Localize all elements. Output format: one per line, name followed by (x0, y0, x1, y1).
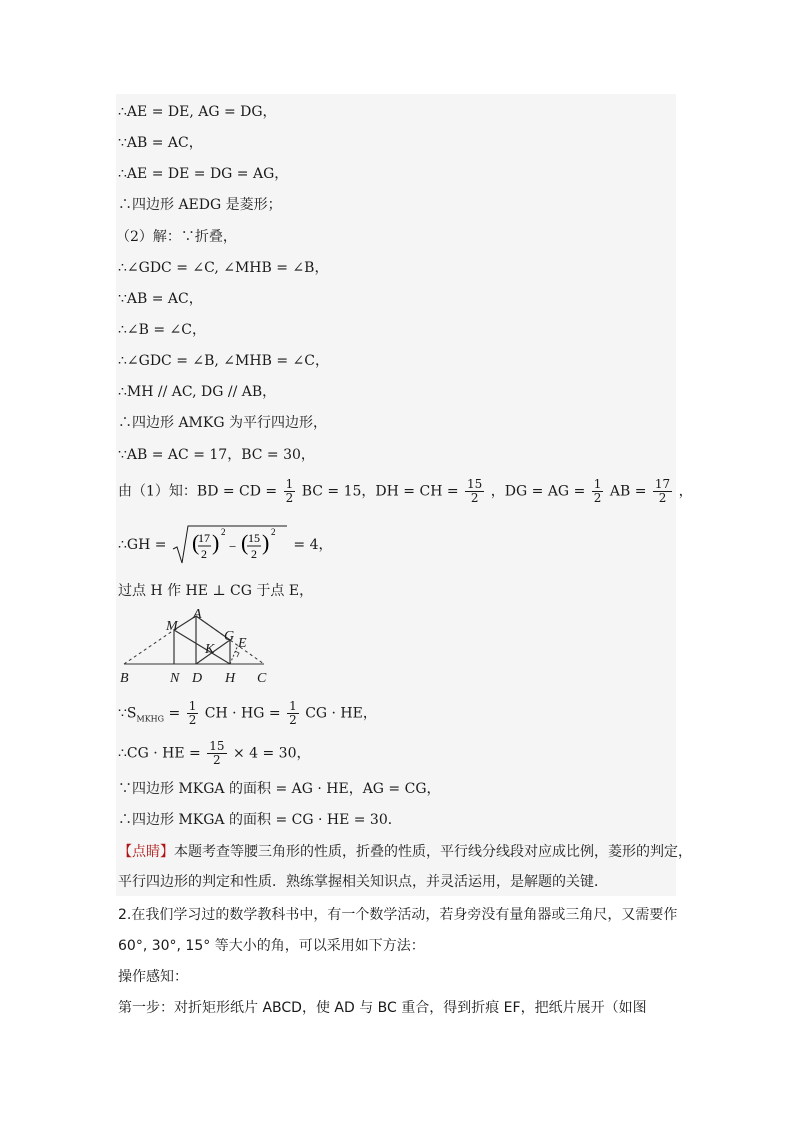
step-line-1: ∴AE = DE, AG = DG， (118, 104, 277, 120)
svg-text:(: ( (240, 530, 249, 555)
step-line-11: ∴四边形 AMKG 为平行四边形， (118, 415, 327, 431)
line14-suffix: = 4， (293, 537, 333, 553)
step-line-8: ∴∠B = ∠C， (118, 322, 206, 338)
step-line-17 (118, 740, 311, 767)
fraction: $\frac{17}{2}$ (654, 477, 671, 505)
svg-text:17: 17 (197, 531, 210, 545)
label-D: D (192, 671, 203, 686)
step-line-15: 过点 H 作 HE ⊥ CG 于点 E， (118, 583, 314, 599)
step-line-19: ∴四边形 MKGA 的面积 = CG · HE = 30． (118, 812, 402, 828)
step-line-3: ∴AE = DE = DG = AG， (118, 166, 289, 182)
line17-suffix: × 4 = 30， (232, 745, 311, 762)
question-2-line-3: 操作感知： (118, 969, 188, 985)
line13-suffix: ， (678, 483, 693, 500)
svg-text:): ) (261, 530, 270, 555)
line13-mid2: ，DG = AG = (490, 483, 586, 500)
label-A: A (193, 607, 202, 622)
comment-line-1 (118, 842, 692, 862)
step-line-12: ∵AB = AC = 17，BC = 30， (118, 447, 315, 463)
step-line-13 (118, 478, 693, 505)
step-line-16 (118, 700, 377, 729)
step-line-7: ∵AB = AC， (118, 291, 203, 307)
line16-eq: = (168, 705, 181, 722)
fraction: $\frac{1}{2}$ (285, 477, 294, 505)
fraction: $\frac{15}{2}$ (467, 477, 483, 505)
line13-mid3: AB = (609, 483, 647, 500)
comment-line-2: 平行四边形的判定和性质．熟练掌握相关知识点，并灵活运用，是解题的关键． (118, 874, 608, 890)
label-C: C (257, 671, 267, 686)
step-line-14 (118, 523, 332, 567)
line14-prefix: ∴GH = (118, 537, 167, 553)
label-K: K (205, 642, 215, 657)
fraction: $\frac{1}{2}$ (289, 699, 297, 727)
svg-text:(: ( (191, 530, 200, 555)
line13-prefix: 由（1）知：BD = CD = (118, 483, 278, 500)
line16-mid: CH · HG = (204, 705, 281, 722)
label-B: B (120, 671, 129, 686)
comment-text-1: 本题考查等腰三角形的性质，折叠的性质，平行线分线段对应成比例，菱形的判定， (174, 844, 692, 860)
step-line-4: ∴四边形 AEDG 是菱形； (118, 197, 282, 213)
fraction: $\frac{15}{2}$ (209, 739, 225, 767)
label-M: M (166, 619, 178, 634)
step-line-9: ∴∠GDC = ∠B, ∠MHB = ∠C， (118, 353, 329, 369)
question-2-line-1: 2.在我们学习过的数学教科书中，有一个数学活动，若身旁没有量角器或三角尺，又需要作 (118, 907, 678, 923)
line16-suffix: CG · HE， (305, 705, 377, 722)
step-line-10: ∴MH // AC, DG // AB， (118, 384, 277, 400)
svg-text:2: 2 (250, 547, 257, 561)
geometry-figure (118, 606, 268, 686)
question-2-line-4: 第一步：对折矩形纸片 ABCD，使 AD 与 BC 重合，得到折痕 EF，把纸片展开（如图 (118, 1000, 647, 1016)
step-line-2: ∵AB = AC， (118, 135, 203, 151)
label-G: G (224, 629, 235, 644)
svg-text:2: 2 (220, 527, 226, 537)
area-subscript: MKHG (136, 714, 165, 724)
line16-prefix: ∵S (118, 705, 137, 722)
step-line-5: （2）解：∵折叠， (116, 229, 237, 245)
svg-text:2: 2 (200, 547, 207, 561)
label-E: E (238, 636, 247, 651)
fraction: $\frac{1}{2}$ (188, 699, 197, 727)
label-N: N (170, 671, 180, 686)
svg-text:15: 15 (247, 531, 260, 545)
step-line-18: ∵四边形 MKGA 的面积 = AG · HE，AG = CG， (118, 781, 441, 797)
svg-text:−: − (228, 539, 237, 554)
question-2-line-2: 60°, 30°, 15° 等大小的角，可以采用如下方法： (118, 938, 425, 954)
line13-mid1: BC = 15，DH = CH = (301, 483, 459, 500)
step-line-6: ∴∠GDC = ∠C, ∠MHB = ∠B， (118, 260, 329, 276)
square-root-expression (171, 523, 289, 567)
svg-text:2: 2 (270, 527, 276, 537)
line17-prefix: ∴CG · HE = (118, 745, 201, 762)
label-H: H (225, 671, 236, 686)
svg-text:): ) (211, 530, 220, 555)
comment-tag: 【点睛】 (118, 844, 174, 860)
fraction: $\frac{1}{2}$ (593, 477, 602, 505)
